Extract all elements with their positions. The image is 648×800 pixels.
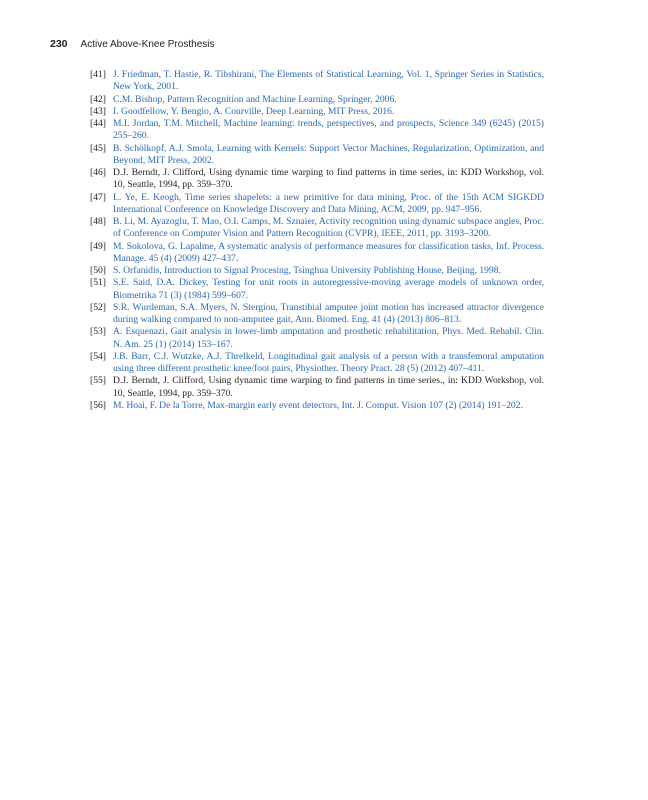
reference-link[interactable]: A. Esquenazi, Gait analysis in lower-limb amputation and prosthetic rehabilitation, Phys. Med. Rehabil. Clin. N. Am. 25 (1) (2014) 153–167. bbox=[113, 326, 544, 350]
reference-number: [50] bbox=[90, 265, 106, 276]
reference-number: [47] bbox=[90, 191, 106, 203]
reference-item bbox=[90, 277, 544, 302]
reference-item bbox=[90, 192, 544, 217]
reference-number: [46] bbox=[90, 167, 106, 178]
reference-number: [53] bbox=[90, 326, 106, 338]
reference-item bbox=[90, 94, 544, 106]
reference-link[interactable]: M.I. Jordan, T.M. Mitchell, Machine learning: trends, perspectives, and prospects, Science 349 (6245) (2015) 255–260. bbox=[113, 118, 544, 142]
reference-link[interactable]: J. Friedman, T. Hastie, R. Tibshirani, The Elements of Statistical Learning, Vol. 1, Springer Series in Statistics, New York, 2001. bbox=[113, 69, 544, 93]
reference-text: D.J. Berndt, J. Clifford, Using dynamic time warping to find patterns in time series., in: KDD Workshop, vol. 10, Seattle, 1994, pp. 359–370. bbox=[113, 375, 544, 399]
reference-number: [52] bbox=[90, 301, 106, 313]
reference-link[interactable]: I. Goodfellow, Y. Bengio, A. Courville, Deep Learning, MIT Press, 2016. bbox=[113, 105, 395, 117]
page-number: 230 bbox=[50, 38, 68, 50]
reference-number: [41] bbox=[90, 69, 106, 80]
reference-number: [45] bbox=[90, 142, 106, 154]
reference-link[interactable]: B. Schölkopf, A.J. Smola, Learning with Kernels: Support Vector Machines, Regularization, Optimization, and Beyond, MIT Press, 2002. bbox=[113, 142, 544, 166]
reference-item bbox=[90, 106, 544, 118]
reference-item bbox=[90, 302, 544, 327]
reference-number: [56] bbox=[90, 399, 106, 411]
reference-list bbox=[90, 69, 544, 412]
reference-item bbox=[90, 400, 544, 412]
reference-number: [51] bbox=[90, 277, 106, 289]
reference-link[interactable]: J.B. Barr, C.J. Wutzke, A.J. Threlkeld, Longitudinal gait analysis of a person with a transfemoral amputation using three different prosthetic knee/foot pairs, Physiother. Theory Pract. 28 (5) (2012) 407–411. bbox=[113, 350, 544, 374]
reference-number: [48] bbox=[90, 216, 106, 227]
reference-link[interactable]: B. Li, M. Ayazoglu, T. Mao, O.I. Camps, M. Sznaier, Activity recognition using dynamic subspace angles, Proc. of Conference on Computer Vision and Pattern Recognition (CVPR), IEEE, 2011, pp. 3193–3200. bbox=[113, 216, 544, 240]
reference-number: [42] bbox=[90, 93, 106, 105]
reference-link[interactable]: S.R. Wurdeman, S.A. Myers, N. Stergiou, Transtibial amputee joint motion has increased attractor divergence during walking compared to non-amputee gait, Ann. Biomed. Eng. 41 (4) (2013) 806–813. bbox=[113, 301, 544, 325]
reference-link[interactable]: S.E. Said, D.A. Dickey, Testing for unit roots in autoregressive-moving average models of unknown order, Biometrika 71 (3) (1984) 599–607. bbox=[113, 277, 544, 301]
reference-link[interactable]: C.M. Bishop, Pattern Recognition and Machine Learning, Springer, 2006. bbox=[113, 93, 397, 105]
reference-item bbox=[90, 265, 544, 277]
reference-item bbox=[90, 326, 544, 351]
reference-item bbox=[90, 375, 544, 400]
reference-number: [49] bbox=[90, 240, 106, 252]
reference-number: [44] bbox=[90, 118, 106, 129]
reference-number: [54] bbox=[90, 350, 106, 362]
reference-link[interactable]: S. Orfanidis, Introduction to Signal Procesing, Tsinghua University Publishing House, Beijing, 1998. bbox=[113, 265, 501, 276]
reference-item bbox=[90, 167, 544, 192]
reference-link[interactable]: M. Hoai, F. De la Torre, Max-margin early event detectors, Int. J. Comput. Vision 107 (2) (2014) 191–202. bbox=[113, 399, 523, 411]
reference-item bbox=[90, 216, 544, 241]
reference-item bbox=[90, 118, 544, 143]
running-head bbox=[50, 38, 550, 54]
running-title: Active Above-Knee Prosthesis bbox=[80, 39, 215, 50]
reference-item bbox=[90, 69, 544, 94]
reference-link[interactable]: M. Sokolova, G. Lapalme, A systematic analysis of performance measures for classification tasks, Inf. Process. Manage. 45 (4) (2009) 427–437. bbox=[113, 240, 544, 264]
reference-item bbox=[90, 351, 544, 376]
reference-number: [43] bbox=[90, 105, 106, 117]
reference-link[interactable]: L. Ye, E. Keogh, Time series shapelets: a new primitive for data mining, Proc. of the 15th ACM SIGKDD International Conference on Knowledge Discovery and Data Mining, ACM, 2009, pp. 947–956. bbox=[113, 191, 544, 215]
reference-item bbox=[90, 143, 544, 168]
reference-number: [55] bbox=[90, 375, 106, 387]
reference-text: D.J. Berndt, J. Clifford, Using dynamic time warping to find patterns in time series, in: KDD Workshop, vol. 10, Seattle, 1994, pp. 359–370. bbox=[113, 167, 544, 191]
reference-item bbox=[90, 241, 544, 266]
